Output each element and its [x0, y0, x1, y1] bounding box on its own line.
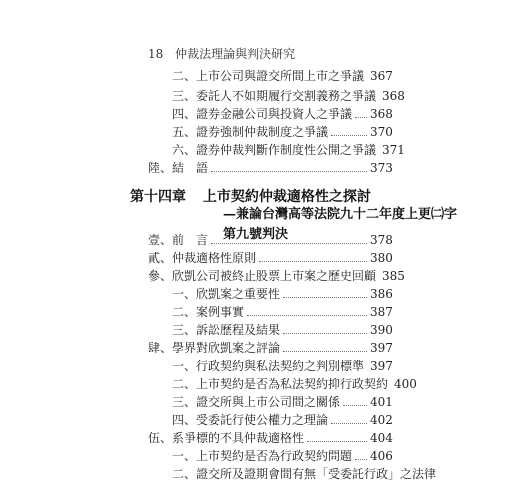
- toc-entry-page: 400: [394, 377, 417, 391]
- toc-entry-label: 二、證交所及證期會間有無「受委託行政」之法律: [172, 467, 437, 481]
- book-title: 仲裁法理論與判決研究: [175, 47, 296, 61]
- toc-entry: [148, 248, 393, 268]
- leader-dots: [343, 404, 367, 406]
- chapter-heading: [130, 186, 371, 206]
- toc-entry: [172, 86, 405, 106]
- toc-entry-label: 三、委託人不如期履行交割義務之爭議: [172, 89, 377, 103]
- toc-entry-page: 404: [370, 431, 393, 445]
- toc-entry: [172, 374, 417, 394]
- toc-entry-label: 壹、前 言: [148, 233, 209, 247]
- toc-entry-label: 二、上市契約是否為私法契約抑行政契約: [172, 377, 389, 391]
- toc-entry: [172, 410, 393, 430]
- toc-entry-label: 一、欣凱案之重要性: [172, 287, 281, 301]
- toc-entry: [172, 356, 393, 376]
- toc-entry: [148, 266, 405, 286]
- toc-entry-page: 406: [370, 449, 393, 463]
- toc-entry: [148, 158, 393, 178]
- toc-entry-label: 三、訴訟歷程及結果: [172, 323, 281, 337]
- toc-entry-page: 378: [370, 233, 393, 247]
- toc-entry: [148, 230, 393, 250]
- chapter-number: 第十四章: [130, 189, 186, 205]
- toc-entry: [172, 66, 393, 86]
- leader-dots: [259, 260, 367, 262]
- leader-dots: [307, 440, 367, 442]
- leader-dots: [211, 242, 367, 244]
- toc-entry-page: 370: [370, 125, 393, 139]
- toc-entry-label: 五、證券強制仲裁制度之爭議: [172, 125, 329, 139]
- toc-entry-label: 二、上市公司與證交所間上市之爭議: [172, 69, 365, 83]
- toc-entry-label: 參、欣凱公司被終止股票上市案之歷史回顧: [148, 269, 377, 283]
- toc-entry: [148, 338, 393, 358]
- page-number: 18: [148, 47, 164, 61]
- toc-entry-page: 368: [382, 89, 405, 103]
- toc-entry-page: 385: [382, 269, 405, 283]
- toc-entry: [172, 284, 393, 304]
- leader-dots: [283, 296, 367, 298]
- toc-entry-page: 368: [370, 107, 393, 121]
- toc-entry: [172, 140, 405, 160]
- chapter-title: 上市契約仲裁適格性之探討: [202, 189, 371, 205]
- toc-entry-label: 二、案例事實: [172, 305, 245, 319]
- toc-entry: [148, 428, 393, 448]
- toc-entry-page: 367: [370, 69, 393, 83]
- leader-dots: [283, 332, 367, 334]
- toc-entry-page: 371: [382, 143, 405, 157]
- toc-entry: [172, 464, 437, 484]
- toc-entry-label: 伍、系爭標的不具仲裁適格性: [148, 431, 305, 445]
- toc-entry-label: 陸、結 語: [148, 161, 209, 175]
- toc-entry-label: 一、上市契約是否為行政契約問題: [172, 449, 353, 463]
- toc-entry: [172, 104, 393, 124]
- leader-dots: [355, 458, 367, 460]
- toc-entry-page: 397: [370, 341, 393, 355]
- running-header: [148, 45, 295, 62]
- toc-entry-page: 373: [370, 161, 393, 175]
- leader-dots: [283, 350, 367, 352]
- toc-entry-label: 貳、仲裁適格性原則: [148, 251, 257, 265]
- toc-entry-label: 三、證交所與上市公司間之關係: [172, 395, 341, 409]
- toc-entry-label: 六、證券仲裁判斷作制度性公開之爭議: [172, 143, 377, 157]
- toc-entry-page: 380: [370, 251, 393, 265]
- toc-entry-page: 397: [370, 359, 393, 373]
- chapter-subtitle: —兼論台灣高等法院九十二年度上更㈡字第九號判決: [223, 207, 458, 242]
- leader-dots: [211, 170, 367, 172]
- leader-dots: [331, 134, 367, 136]
- toc-entry: [172, 302, 393, 322]
- toc-entry-page: 402: [370, 413, 393, 427]
- toc-entry-page: 390: [370, 323, 393, 337]
- leader-dots: [247, 314, 367, 316]
- leader-dots: [355, 116, 367, 118]
- toc-entry: [172, 122, 393, 142]
- toc-entry-page: 387: [370, 305, 393, 319]
- toc-entry-label: 一、行政契約與私法契約之判別標準: [172, 359, 365, 373]
- toc-entry-label: 四、受委託行使公權力之理論: [172, 413, 329, 427]
- toc-entry-label: 四、證券金融公司與投資人之爭議: [172, 107, 353, 121]
- toc-entry-page: 386: [370, 287, 393, 301]
- toc-entry-page: 401: [370, 395, 393, 409]
- toc-entry: [172, 392, 393, 412]
- toc-entry: [172, 446, 393, 466]
- leader-dots: [331, 422, 367, 424]
- toc-entry: [172, 320, 393, 340]
- toc-entry-label: 肆、學界對欣凱案之評論: [148, 341, 281, 355]
